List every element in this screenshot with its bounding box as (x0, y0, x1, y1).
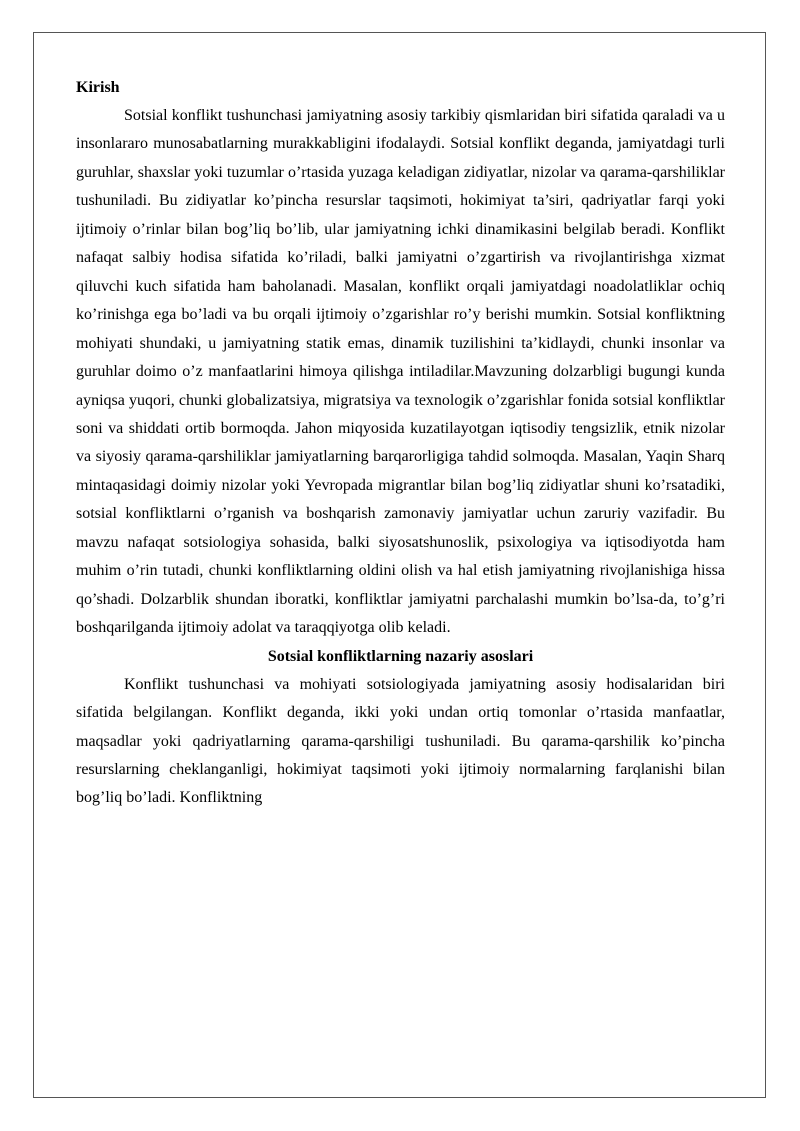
paragraph-kirish: Sotsial konflikt tushunchasi jamiyatning asosiy tarkibiy qismlaridan biri sifatida qaraladi va u insonlararo munosabatlarning murakkabligini ifodalaydi. Sotsial konflikt deganda, jamiyatdagi turli guruhlar, shaxslar yoki tuzumlar o’rtasida yuzaga keladigan zidiyatlar, nizolar va qarama-qarshiliklar tushuniladi. Bu zidiyatlar ko’pincha resurslar taqsimoti, hokimiyat ta’siri, qadriyatlar farqi yoki ijtimoiy o’rinlar bilan bog’liq bo’lib, ular jamiyatning ichki dinamikasini belgilab beradi. Konflikt nafaqat salbiy hodisa sifatida ko’riladi, balki jamiyatni o’zgartirish va rivojlantirishga xizmat qiluvchi kuch sifatida ham baholanadi. Masalan, konflikt orqali jamiyatdagi noadolatliklar ochiq ko’rinishga ega bo’ladi va bu orqali ijtimoiy o’zgarishlar ro’y berishi mumkin. Sotsial konfliktning mohiyati shundaki, u jamiyatning statik emas, dinamik tuzilishini ta’kidlaydi, chunki insonlar va guruhlar doimo o’z manfaatlarini himoya qilishga intiladilar.Mavzuning dolzarbligi bugungi kunda ayniqsa yuqori, chunki globalizatsiya, migratsiya va texnologik o’zgarishlar fonida sotsial konfliktlar soni va shiddati ortib bormoqda. Jahon miqyosida kuzatilayotgan iqtisodiy tengsizlik, etnik nizolar va siyosiy qarama-qarshiliklar jamiyatlarning barqarorligiga tahdid solmoqda. Masalan, Yaqin Sharq mintaqasidagi doimiy nizolar yoki Yevropada migrantlar bilan bog’liq zidiyatlar shuni ko’rsatadiki, sotsial konfliktlarni o’rganish va boshqarish zamonaviy jamiyatlar uchun zaruriy vazifadir. Bu mavzu nafaqat sotsiologiya sohasida, balki siyosatshunoslik, psixologiya va iqtisodiyotda ham muhim o’rin tutadi, chunki konfliktlarning oldini olish va hal etish jamiyatning rivojlanishiga hissa qo’shadi. Dolzarblik shundan iboratki, konfliktlar jamiyatni parchalashi mumkin bo’lsa-da, to’g’ri boshqarilganda ijtimoiy adolat va taraqqiyotga olib keladi. (76, 107, 725, 637)
section-heading-kirish: Kirish (76, 79, 120, 96)
paragraph-nazariy-asoslar: Konflikt tushunchasi va mohiyati sotsiologiyada jamiyatning asosiy hodisalaridan biri sifatida belgilangan. Konflikt deganda, ikki yoki undan ortiq tomonlar o’rtasida manfaatlar, maqsadlar yoki qadriyatlarning qarama-qarshiligi tushuniladi. Bu qarama-qarshilik ko’pincha resurslarning cheklanganligi, hokimiyat taqsimoti yoki ijtimoiy normalarning farqlanishi bilan bog’liq bo’ladi. Konfliktning (76, 675, 725, 807)
document-body (76, 74, 725, 813)
section-heading-nazariy-asoslar: Sotsial konfliktlarning nazariy asoslari (267, 647, 534, 665)
